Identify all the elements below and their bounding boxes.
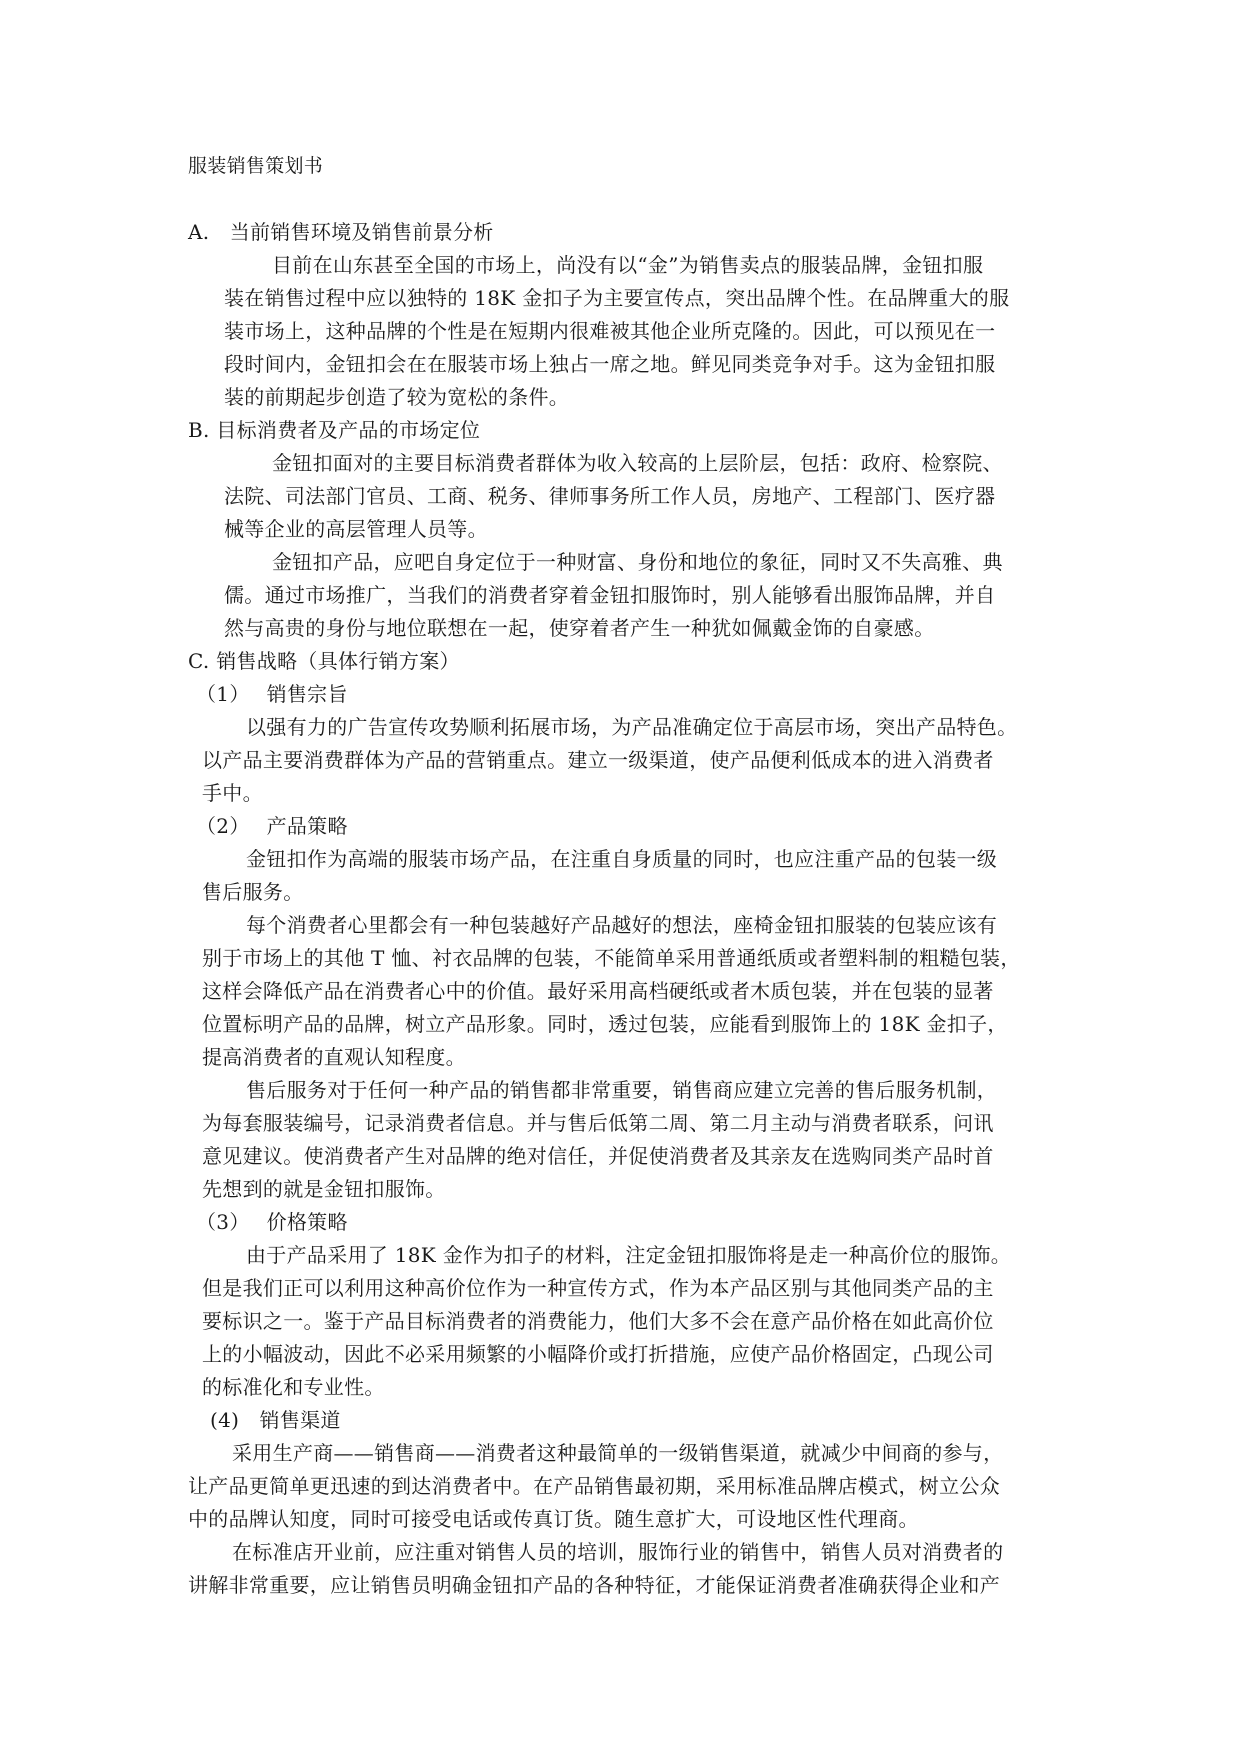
paragraph-line: 由于产品采用了 18K 金作为扣子的材料，注定金钮扣服饰将是走一种高价位的服饰。 (246, 1243, 1012, 1267)
paragraph-line: 要标识之一。鉴于产品目标消费者的消费能力，他们大多不会在意产品价格在如此高价位 (202, 1309, 994, 1333)
paragraph-line: 金钮扣作为高端的服装市场产品，在注重自身质量的同时，也应注重产品的包装一级 (246, 847, 998, 871)
section-a-heading: A. 当前销售环境及销售前景分析 (188, 220, 494, 244)
paragraph-line: 装在销售过程中应以独特的 18K 金扣子为主要宣传点，突出品牌个性。在品牌重大的服 (224, 286, 1010, 310)
paragraph-line: 但是我们正可以利用这种高价位作为一种宣传方式，作为本产品区别与其他同类产品的主 (202, 1276, 994, 1300)
paragraph-line: 为每套服装编号，记录消费者信息。并与售后低第二周、第二月主动与消费者联系，问讯 (202, 1111, 994, 1135)
paragraph-line: 儒。通过市场推广，当我们的消费者穿着金钮扣服饰时，别人能够看出服饰品牌，并自 (224, 583, 996, 607)
paragraph-line: 装的前期起步创造了较为宽松的条件。 (224, 385, 570, 409)
section-c-heading: C. 销售战略（具体行销方案） (188, 649, 460, 673)
paragraph-line: 位置标明产品的品牌，树立产品形象。同时，透过包装，应能看到服饰上的 18K 金扣子， (202, 1012, 1008, 1036)
paragraph-line: 然与高贵的身份与地位联想在一起，使穿着者产生一种犹如佩戴金饰的自豪感。 (224, 616, 935, 640)
paragraph-line: 售后服务。 (202, 880, 304, 904)
paragraph-line: 械等企业的高层管理人员等。 (224, 517, 488, 541)
paragraph-line: 先想到的就是金钮扣服饰。 (202, 1177, 446, 1201)
paragraph-line: 采用生产商——销售商——消费者这种最简单的一级销售渠道，就减少中间商的参与， (232, 1441, 1004, 1465)
subsection-heading: （3） 价格策略 (196, 1210, 348, 1234)
document-title: 服装销售策划书 (188, 155, 324, 177)
paragraph-line: 装市场上，这种品牌的个性是在短期内很难被其他企业所克隆的。因此，可以预见在一 (224, 319, 996, 343)
paragraph-line: 段时间内，金钮扣会在在服装市场上独占一席之地。鲜见同类竞争对手。这为金钮扣服 (224, 352, 996, 376)
paragraph-line: 金钮扣产品，应吧自身定位于一种财富、身份和地位的象征，同时又不失高雅、典 (272, 550, 1003, 574)
paragraph-line: 上的小幅波动，因此不必采用频繁的小幅降价或打折措施，应使产品价格固定，凸现公司 (202, 1342, 994, 1366)
paragraph-line: 提高消费者的直观认知程度。 (202, 1045, 466, 1069)
paragraph-line: 这样会降低产品在消费者心中的价值。最好采用高档硬纸或者木质包装，并在包装的显著 (202, 979, 994, 1003)
paragraph-line: 金钮扣面对的主要目标消费者群体为收入较高的上层阶层，包括：政府、检察院、 (272, 451, 1003, 475)
paragraph-line: 中的品牌认知度，同时可接受电话或传真订货。随生意扩大，可设地区性代理商。 (188, 1507, 919, 1531)
subsection-heading: （1） 销售宗旨 (196, 682, 348, 706)
paragraph-line: 别于市场上的其他 T 恤、衬衣品牌的包装，不能简单采用普通纸质或者塑料制的粗糙包装， (202, 946, 1021, 970)
paragraph-line: 目前在山东甚至全国的市场上，尚没有以“金”为销售卖点的服装品牌，金钮扣服 (272, 253, 984, 277)
paragraph-line: 让产品更简单更迅速的到达消费者中。在产品销售最初期，采用标准品牌店模式，树立公众 (188, 1474, 1000, 1498)
subsection-heading: (4) 销售渠道 (210, 1408, 341, 1432)
paragraph-line: 法院、司法部门官员、工商、税务、律师事务所工作人员，房地产、工程部门、医疗器 (224, 484, 996, 508)
paragraph-line: 每个消费者心里都会有一种包装越好产品越好的想法，座椅金钮扣服装的包装应该有 (246, 913, 998, 937)
paragraph-line: 在标准店开业前，应注重对销售人员的培训，服饰行业的销售中，销售人员对消费者的 (232, 1540, 1004, 1564)
subsection-heading: （2） 产品策略 (196, 814, 348, 838)
paragraph-line: 以产品主要消费群体为产品的营销重点。建立一级渠道，使产品便利低成本的进入消费者 (202, 748, 994, 772)
paragraph-line: 意见建议。使消费者产生对品牌的绝对信任，并促使消费者及其亲友在选购同类产品时首 (202, 1144, 994, 1168)
paragraph-line: 讲解非常重要，应让销售员明确金钮扣产品的各种特征，才能保证消费者准确获得企业和产 (188, 1573, 1000, 1597)
paragraph-line: 的标准化和专业性。 (202, 1375, 385, 1399)
section-b-heading: B. 目标消费者及产品的市场定位 (188, 418, 481, 442)
paragraph-line: 售后服务对于任何一种产品的销售都非常重要，销售商应建立完善的售后服务机制， (246, 1078, 998, 1102)
paragraph-line: 以强有力的广告宣传攻势顺利拓展市场，为产品准确定位于高层市场，突出产品特色。 (246, 715, 1018, 739)
paragraph-line: 手中。 (202, 781, 263, 805)
